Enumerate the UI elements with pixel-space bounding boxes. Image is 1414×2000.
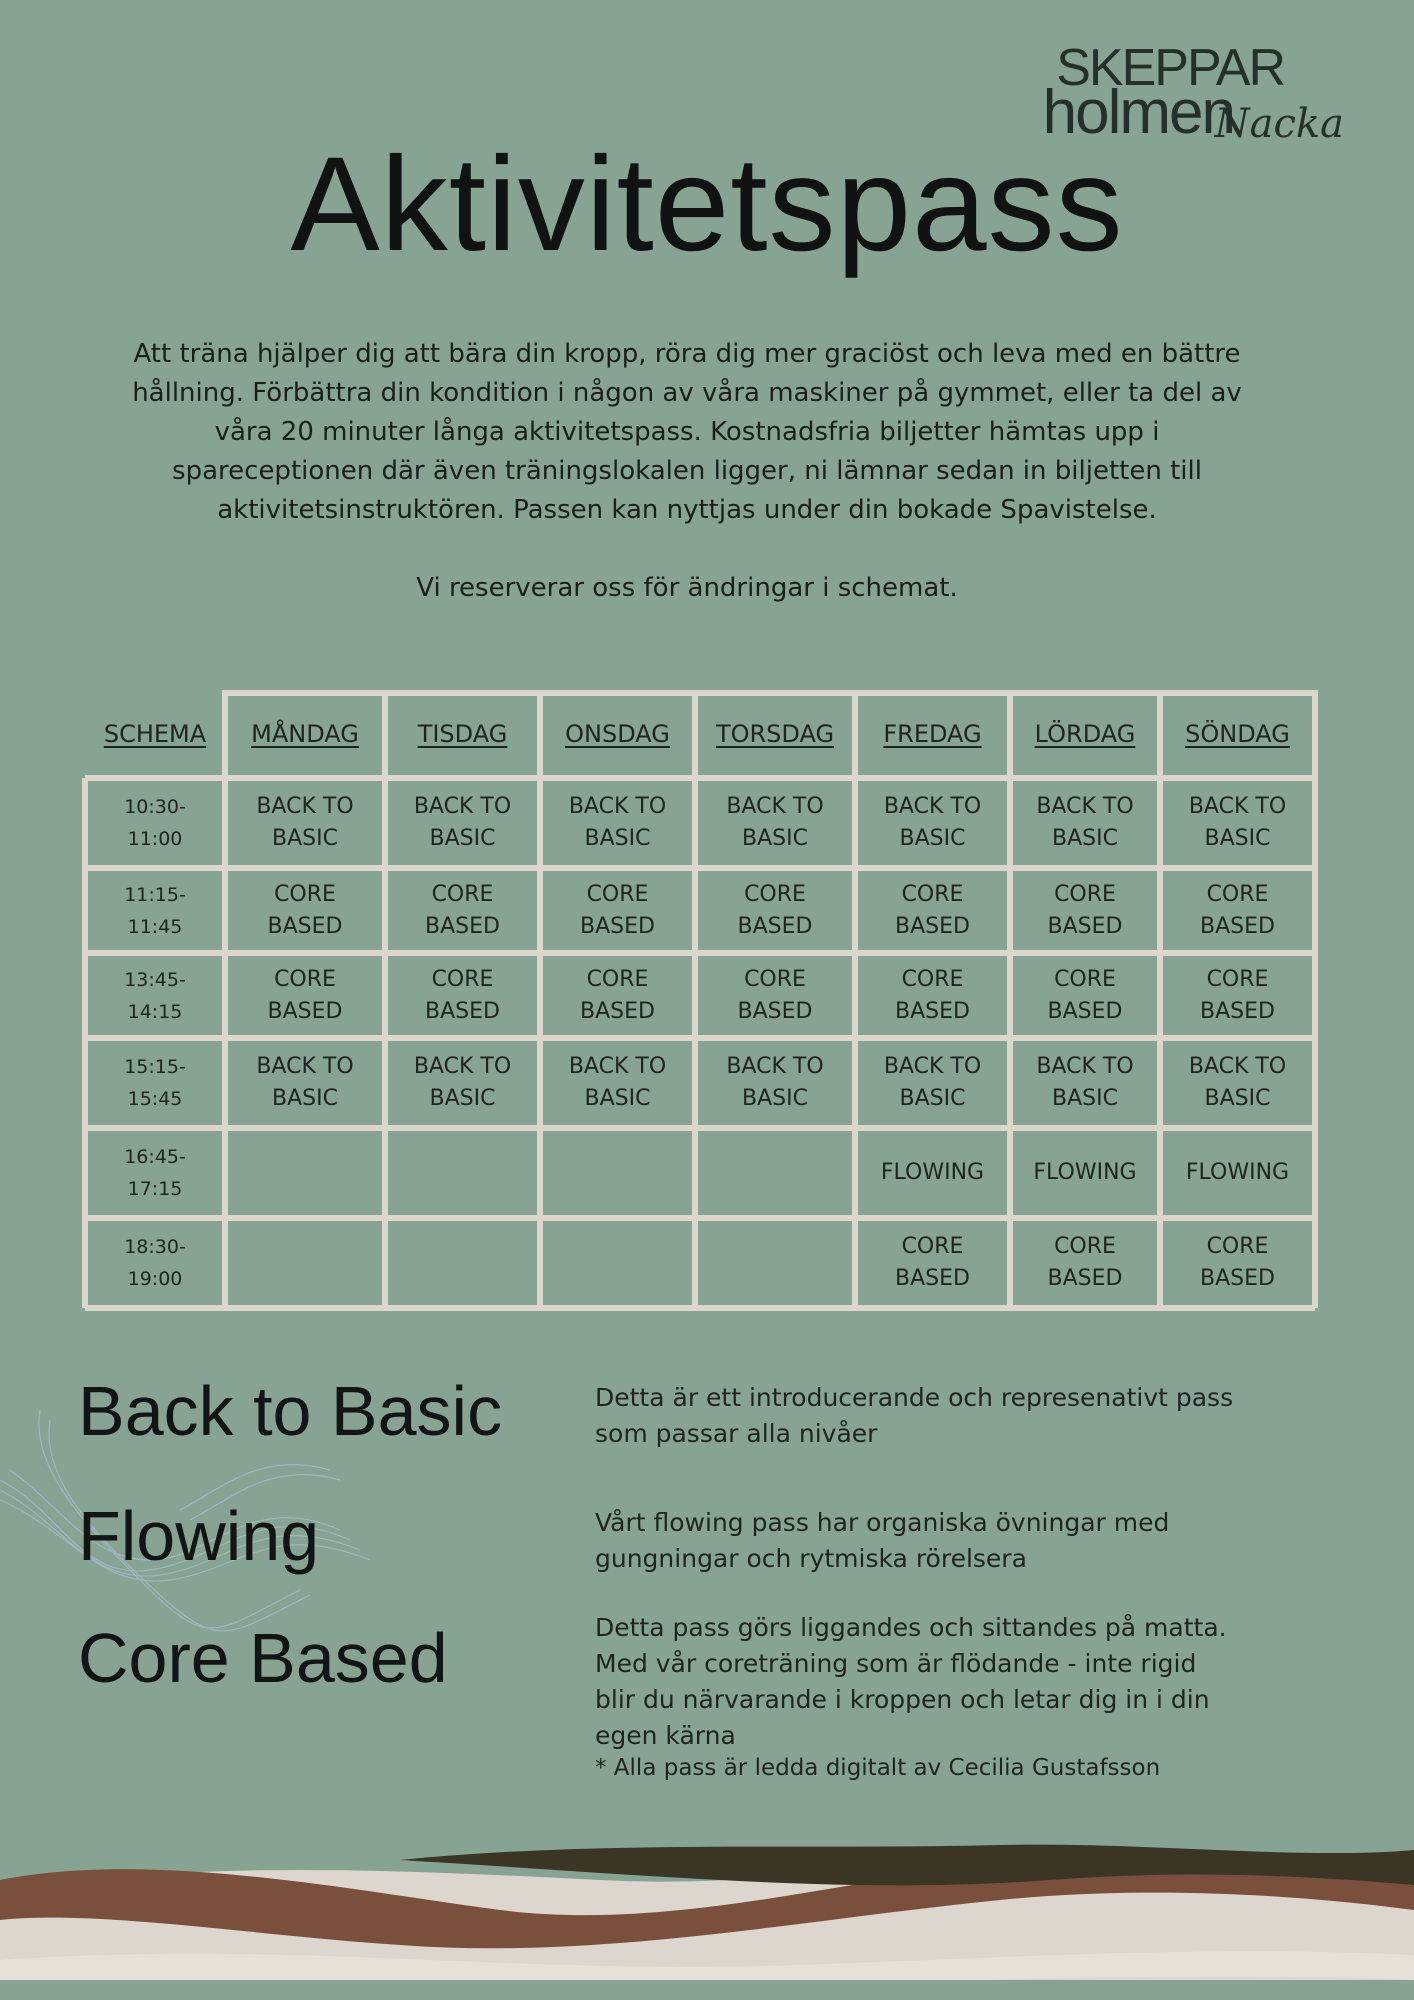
schedule-cell-text: CORE BASED xyxy=(1047,881,1123,939)
time-slot xyxy=(85,778,225,868)
class-name-flowing: Flowing xyxy=(78,1497,320,1575)
schedule-cell xyxy=(1160,953,1315,1038)
schedule-cell-text: FLOWING xyxy=(1033,1160,1137,1185)
schedule-cell-text: CORE BASED xyxy=(1200,881,1275,939)
schedule-cell-text: CORE BASED xyxy=(580,881,655,939)
bottom-waves-decoration xyxy=(0,1830,1414,2000)
time-slot-text: 15:15-15:45 xyxy=(124,1056,186,1110)
schedule-cell-text: BACK TO BASIC xyxy=(568,1054,667,1111)
schedule-cell xyxy=(1010,1218,1160,1308)
class-name-core-based: Core Based xyxy=(78,1619,448,1697)
time-slot xyxy=(85,868,225,953)
schedule-disclaimer: Vi reserverar oss för ändringar i schemat. xyxy=(416,573,958,603)
schedule-cell-empty xyxy=(385,1128,540,1218)
schedule-cell xyxy=(855,1218,1010,1308)
schedule-cell xyxy=(855,1128,1010,1218)
schedule-cell-text: BACK TO BASIC xyxy=(413,794,512,851)
schedule-cell-text: BACK TO BASIC xyxy=(1036,794,1134,851)
intro-text xyxy=(110,335,1264,608)
brand-line-nacka: Nacka xyxy=(1214,101,1344,147)
time-slot xyxy=(85,953,225,1038)
time-slot-text: 11:15-11:45 xyxy=(124,883,186,938)
time-slot-text: 10:30-11:00 xyxy=(124,796,186,850)
schedule-cell xyxy=(540,953,695,1038)
time-slot xyxy=(85,1128,225,1218)
schedule-table xyxy=(85,690,1315,1308)
day-header-text: FREDAG xyxy=(883,720,982,748)
schema-header-text: SCHEMA xyxy=(103,720,207,748)
schedule-cell xyxy=(1010,1128,1160,1218)
schedule-cell-text: CORE BASED xyxy=(895,1234,970,1291)
schedule-cell-text: BACK TO BASIC xyxy=(883,794,982,851)
day-header-text: MÅNDAG xyxy=(251,720,359,748)
page-title: Aktivitetspass xyxy=(290,130,1124,279)
time-slot xyxy=(85,1218,225,1308)
day-header xyxy=(540,690,695,778)
class-desc-back-to-basic: Detta är ett introducerande och represenativt pass som passar alla nivåer xyxy=(595,1383,1234,1448)
schedule-cell xyxy=(855,868,1010,953)
schedule-cell xyxy=(695,1038,855,1128)
day-header xyxy=(385,690,540,778)
schedule-cell-text: BACK TO BASIC xyxy=(726,794,824,851)
schedule-cell xyxy=(1010,1038,1160,1128)
schedule-cell-text: BACK TO BASIC xyxy=(1188,1054,1287,1111)
class-desc-flowing: Vårt flowing pass har organiska övningar med gungningar och rytmiska rörelsera xyxy=(595,1508,1170,1573)
schedule-cell-text: BACK TO BASIC xyxy=(1188,794,1287,851)
schedule-cell-text: BACK TO BASIC xyxy=(413,1054,512,1111)
schedule-cell-text: CORE BASED xyxy=(425,881,500,939)
schedule-cell xyxy=(540,868,695,953)
footnote: * Alla pass är ledda digitalt av Cecilia Gustafsson xyxy=(595,1755,1161,1781)
schedule-cell xyxy=(385,1038,540,1128)
schedule-cell xyxy=(225,778,385,868)
schedule-cell xyxy=(540,778,695,868)
schedule-cell xyxy=(695,868,855,953)
schedule-cell-text: FLOWING xyxy=(1185,1160,1290,1185)
schedule-cell-text: BACK TO BASIC xyxy=(726,1054,824,1111)
schedule-cell-text: BACK TO BASIC xyxy=(256,794,354,851)
schedule-cell xyxy=(1160,868,1315,953)
schedule-cell-text: CORE BASED xyxy=(425,966,500,1024)
schedule-cell-empty xyxy=(225,1128,385,1218)
schedule-cell xyxy=(385,953,540,1038)
brand-line-skeppar: SKEPPAR xyxy=(1056,39,1284,97)
class-name-back-to-basic: Back to Basic xyxy=(78,1372,503,1450)
schedule-cell xyxy=(385,778,540,868)
day-header xyxy=(1160,690,1315,778)
schedule-cell xyxy=(1010,953,1160,1038)
schedule-cell xyxy=(540,1038,695,1128)
day-header xyxy=(855,690,1010,778)
schema-header xyxy=(85,690,225,778)
day-header-text: ONSDAG xyxy=(565,720,670,748)
schedule-cell-text: CORE BASED xyxy=(737,881,813,939)
schedule-cell xyxy=(1160,1038,1315,1128)
schedule-cell xyxy=(225,953,385,1038)
schedule-cell-empty xyxy=(540,1218,695,1308)
day-header-text: SÖNDAG xyxy=(1185,720,1290,748)
day-header-text: TISDAG xyxy=(417,720,508,748)
schedule-cell-empty xyxy=(225,1218,385,1308)
day-header xyxy=(1010,690,1160,778)
schedule-cell xyxy=(855,953,1010,1038)
schedule-cell xyxy=(225,1038,385,1128)
schedule-cell-text: CORE BASED xyxy=(1047,1234,1123,1291)
class-desc-core-based: Detta pass görs liggandes och sittandes på matta. Med vår coreträning som är flödande - inte rigid blir du närvarande i kroppen och letar dig in i din egen kärna xyxy=(595,1613,1227,1750)
schedule-cell xyxy=(695,778,855,868)
schedule-cell-text: BACK TO BASIC xyxy=(1036,1054,1134,1111)
brand-logo xyxy=(1042,39,1344,147)
schedule-cell-text: CORE BASED xyxy=(267,881,343,939)
schedule-cell-text: CORE BASED xyxy=(1200,966,1275,1024)
schedule-cell-text: CORE BASED xyxy=(1047,966,1123,1024)
time-slot-text: 16:45-17:15 xyxy=(124,1146,186,1200)
time-slot xyxy=(85,1038,225,1128)
schedule-cell-text: CORE BASED xyxy=(267,966,343,1024)
schedule-cell-text: FLOWING xyxy=(880,1160,985,1185)
schedule-cell xyxy=(695,953,855,1038)
schedule-cell xyxy=(1160,1128,1315,1218)
schedule-cell-empty xyxy=(695,1218,855,1308)
schedule-cell xyxy=(1160,778,1315,868)
day-header xyxy=(695,690,855,778)
schedule-cell-empty xyxy=(385,1218,540,1308)
schedule-cell-text: BACK TO BASIC xyxy=(256,1054,354,1111)
time-slot-text: 13:45-14:15 xyxy=(124,968,186,1023)
schedule-cell-text: BACK TO BASIC xyxy=(568,794,667,851)
day-header xyxy=(225,690,385,778)
schedule-cell xyxy=(855,778,1010,868)
intro-paragraph: Att träna hjälper dig att bära din kropp, röra dig mer graciöst och leva med en bättre hållning. Förbättra din kondition i någon av våra maskiner på gymmet, eller ta del av våra 20 minuter långa aktivitetspass. Kostnadsfria biljetter hämtas upp i spareceptionen där även träningslokalen ligger, ni lämnar sedan in biljetten till aktivitetsinstruktören. Passen kan nyttjas under din bokade Spavistelse. xyxy=(132,339,1242,525)
schedule-cell-text: BACK TO BASIC xyxy=(883,1054,982,1111)
schedule-cell-text: CORE BASED xyxy=(895,966,970,1024)
schedule-cell xyxy=(225,868,385,953)
schedule-cell xyxy=(855,1038,1010,1128)
schedule-cell-text: CORE BASED xyxy=(737,966,813,1024)
schedule-cell xyxy=(385,868,540,953)
brand-line-holmen: holmen xyxy=(1042,78,1234,147)
time-slot-text: 18:30-19:00 xyxy=(124,1236,186,1290)
schedule-cell-text: CORE BASED xyxy=(1200,1234,1275,1291)
schedule-cell-empty xyxy=(695,1128,855,1218)
schedule-cell xyxy=(1010,868,1160,953)
schedule-cell-empty xyxy=(540,1128,695,1218)
schedule-cell xyxy=(1160,1218,1315,1308)
day-header-text: TORSDAG xyxy=(715,720,835,748)
schedule-cell xyxy=(1010,778,1160,868)
day-header-text: LÖRDAG xyxy=(1034,720,1136,748)
schedule-cell-text: CORE BASED xyxy=(895,881,970,939)
schedule-cell-text: CORE BASED xyxy=(580,966,655,1024)
